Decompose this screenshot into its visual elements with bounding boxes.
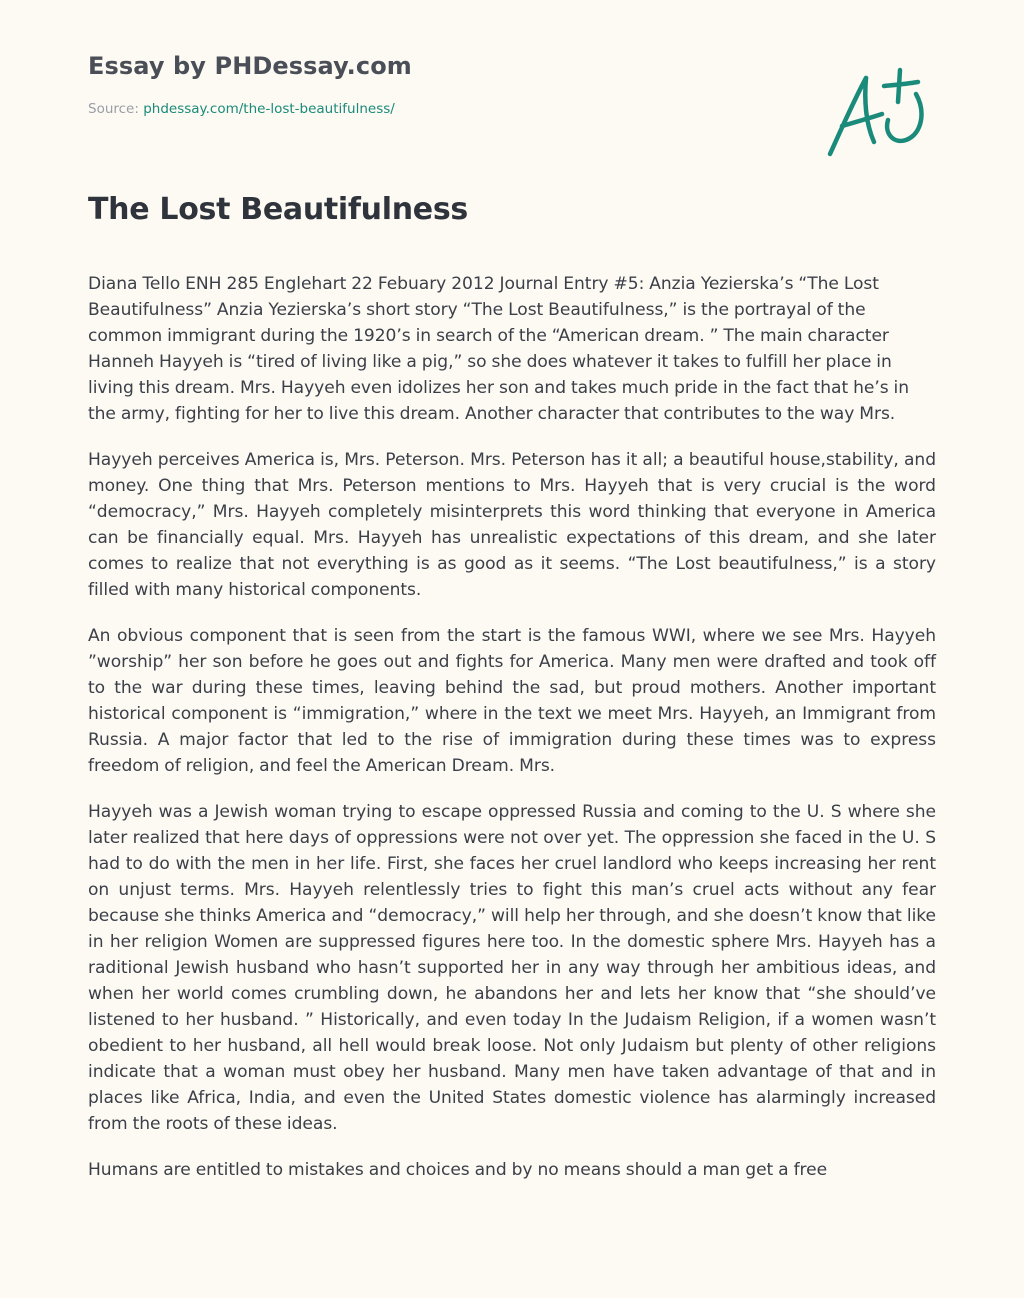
source-link[interactable]: phdessay.com/the-lost-beautifulness/: [143, 101, 395, 117]
essay-paragraph: An obvious component that is seen from the start is the famous WWI, where we see Mrs. Hayyeh ”worship” her son before he goes out and fights for America. Many men were drafted and took off to the war during these times, leaving behind the sad, but proud mothers. Another important historical component is “immigration,” where in the text we meet Mrs. Hayyeh, an Immigrant from Russia. A major factor that led to the rise of immigration during these times was to express freedom of religion, and feel the American Dream. Mrs.: [88, 626, 936, 776]
essay-paragraph: Hayyeh perceives America is, Mrs. Peterson. Mrs. Peterson has it all; a beautiful house,stability, and money. One thing that Mrs. Peterson mentions to Mrs. Hayyeh that is very crucial is the word “democracy,” Mrs. Hayyeh completely misinterprets this word thinking that everyone in America can be financially equal. Mrs. Hayyeh has unrealistic expectations of this dream, and she later comes to realize that not everything is as good as it seems. “The Lost beautifulness,” is a story filled with many historical components.: [88, 450, 936, 600]
a-plus-grade-icon: [822, 62, 932, 162]
essay-paragraph: Humans are entitled to mistakes and choices and by no means should a man get a free: [88, 1160, 828, 1180]
essay-body: [88, 271, 936, 1203]
site-header: [88, 50, 688, 118]
essay-paragraph: Diana Tello ENH 285 Englehart 22 Febuary 2012 Journal Entry #5: Anzia Yezierska’s “The Lost Beautifulness” Anzia Yezierska’s short story “The Lost Beautifulness,” is the portrayal of the common immigrant during the 1920’s in search of the “American dream. ” The main character Hanneh Hayyeh is “tired of living like a pig,” so she does whatever it takes to fulfill her place in living this dream. Mrs. Hayyeh even idolizes her son and takes much pride in the fact that he’s in the army, fighting for her to live this dream. Another character that contributes to the way Mrs.: [88, 274, 910, 424]
essay-paragraph: Hayyeh was a Jewish woman trying to escape oppressed Russia and coming to the U. S where she later realized that here days of oppressions were not over yet. The oppression she faced in the U. S had to do with the men in her life. First, she faces her cruel landlord who keeps increasing her rent on unjust terms. Mrs. Hayyeh relentlessly tries to fight this man’s cruel acts without any fear because she thinks America and “democracy,” will help her through, and she doesn’t know that like in her religion Women are suppressed figures here too. In the domestic sphere Mrs. Hayyeh has a raditional Jewish husband who hasn’t supported her in any way through her ambitious ideas, and when her world comes crumbling down, he abandons her and lets her know that “she should’ve listened to her husband. ” Historically, and even today In the Judaism Religion, if a women wasn’t obedient to her husband, all hell would break loose. Not only Judaism but plenty of other religions indicate that a woman must obey her husband. Many men have taken advantage of that and in places like Africa, India, and even the United States domestic violence has alarmingly increased from the roots of these ideas.: [88, 802, 936, 1134]
source-label: Source:: [88, 101, 144, 117]
source-line: [88, 100, 688, 118]
essay-title: The Lost Beautifulness: [88, 192, 468, 227]
site-brand[interactable]: Essay by PHDessay.com: [88, 52, 412, 80]
